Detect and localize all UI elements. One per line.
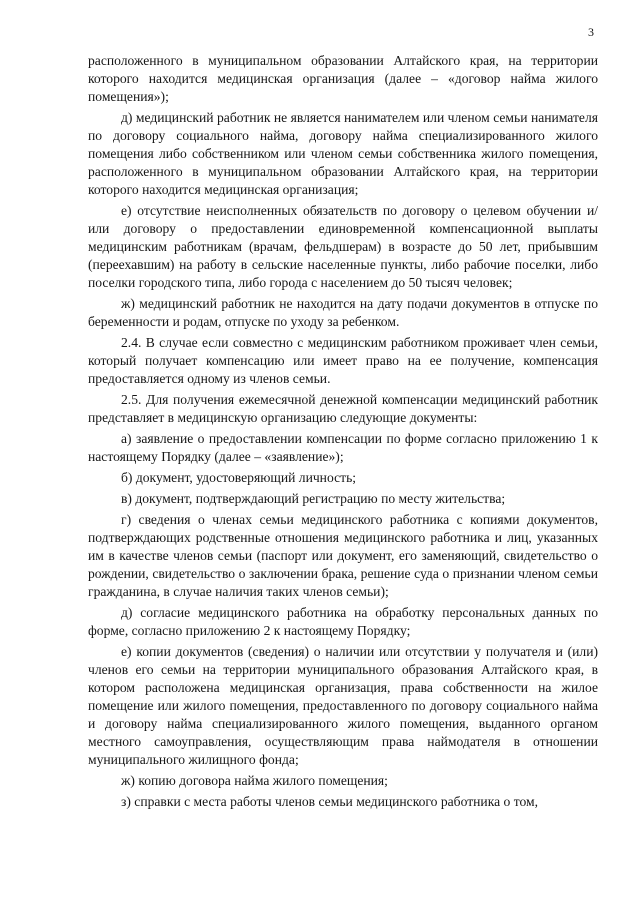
paragraph-item-b: б) документ, удостоверяющий личность; [121, 470, 357, 485]
paragraph-item-z: з) справки с места работы членов семьи медицинского работника о том, [121, 794, 539, 809]
paragraph-item-a: а) заявление о предоставлении компенсации по форме согласно приложению 1 к настоящему Порядку (далее – «заявление»); [88, 431, 598, 464]
paragraph-item-d2: д) согласие медицинского работника на обработку персональных данных по форме, согласно приложению 2 к настоящему Порядку; [88, 605, 598, 638]
paragraph-continuation: расположенного в муниципальном образовании Алтайского края, на территории которого находится медицинская организация (далее – «договор найма жилого помещения»); [88, 53, 598, 104]
paragraph-2-4: 2.4. В случае если совместно с медицинским работником проживает член семьи, который получает компенсацию или имеет право на ее получение, компенсация предоставляется одному из членов семьи. [88, 335, 598, 386]
page-number: 3 [588, 25, 594, 39]
paragraph-item-g: г) сведения о членах семьи медицинского работника с копиями документов, подтверждающих родственные отношения медицинского работника и лиц, указанных им в качестве членов семьи (паспорт или документ, его заменяющий, свидетельство о рождении, свидетельство о заключении брака, решение суда о признании членом семьи гражданина, в случае наличия таких членов семьи); [88, 512, 598, 599]
paragraph-item-e: е) отсутствие неисполненных обязательств по договору о целевом обучении и/или договору о предоставлении единовременной компенсационной выплаты медицинским работникам (врачам, фельдшерам) в возрасте до 50 лет, прибывшим (переехавшим) на работу в сельские населенные пункты, либо рабочие поселки, либо поселки городского типа, либо города с населением до 50 тысяч человек; [88, 203, 598, 290]
paragraph-item-zh2: ж) копию договора найма жилого помещения; [121, 773, 388, 788]
paragraph-item-v: в) документ, подтверждающий регистрацию по месту жительства; [121, 491, 506, 506]
paragraph-2-5: 2.5. Для получения ежемесячной денежной компенсации медицинский работник представляет в медицинскую организацию следующие документы: [88, 392, 598, 425]
document-body [88, 52, 598, 811]
paragraph-item-d: д) медицинский работник не является нанимателем или членом семьи нанимателя по договору социального найма, договору найма специализированного жилого помещения либо собственником или членом семьи собственника жилого помещения, расположенного в муниципальном образовании Алтайского края, на территории которого находится медицинская организация; [88, 110, 598, 197]
paragraph-item-e2: е) копии документов (сведения) о наличии или отсутствии у получателя и (или) членов его семьи на территории муниципального образования Алтайского края, в котором расположена медицинская организация, права собственности на жилое помещение или жилого помещения, предоставленного по договору социального найма и договору найма специализированного жилого помещения, выданного органом местного самоуправления, осуществляющим права наймодателя в отношении муниципального жилищного фонда; [88, 644, 598, 767]
paragraph-item-zh: ж) медицинский работник не находится на дату подачи документов в отпуске по беременности и родам, отпуске по уходу за ребенком. [88, 296, 598, 329]
